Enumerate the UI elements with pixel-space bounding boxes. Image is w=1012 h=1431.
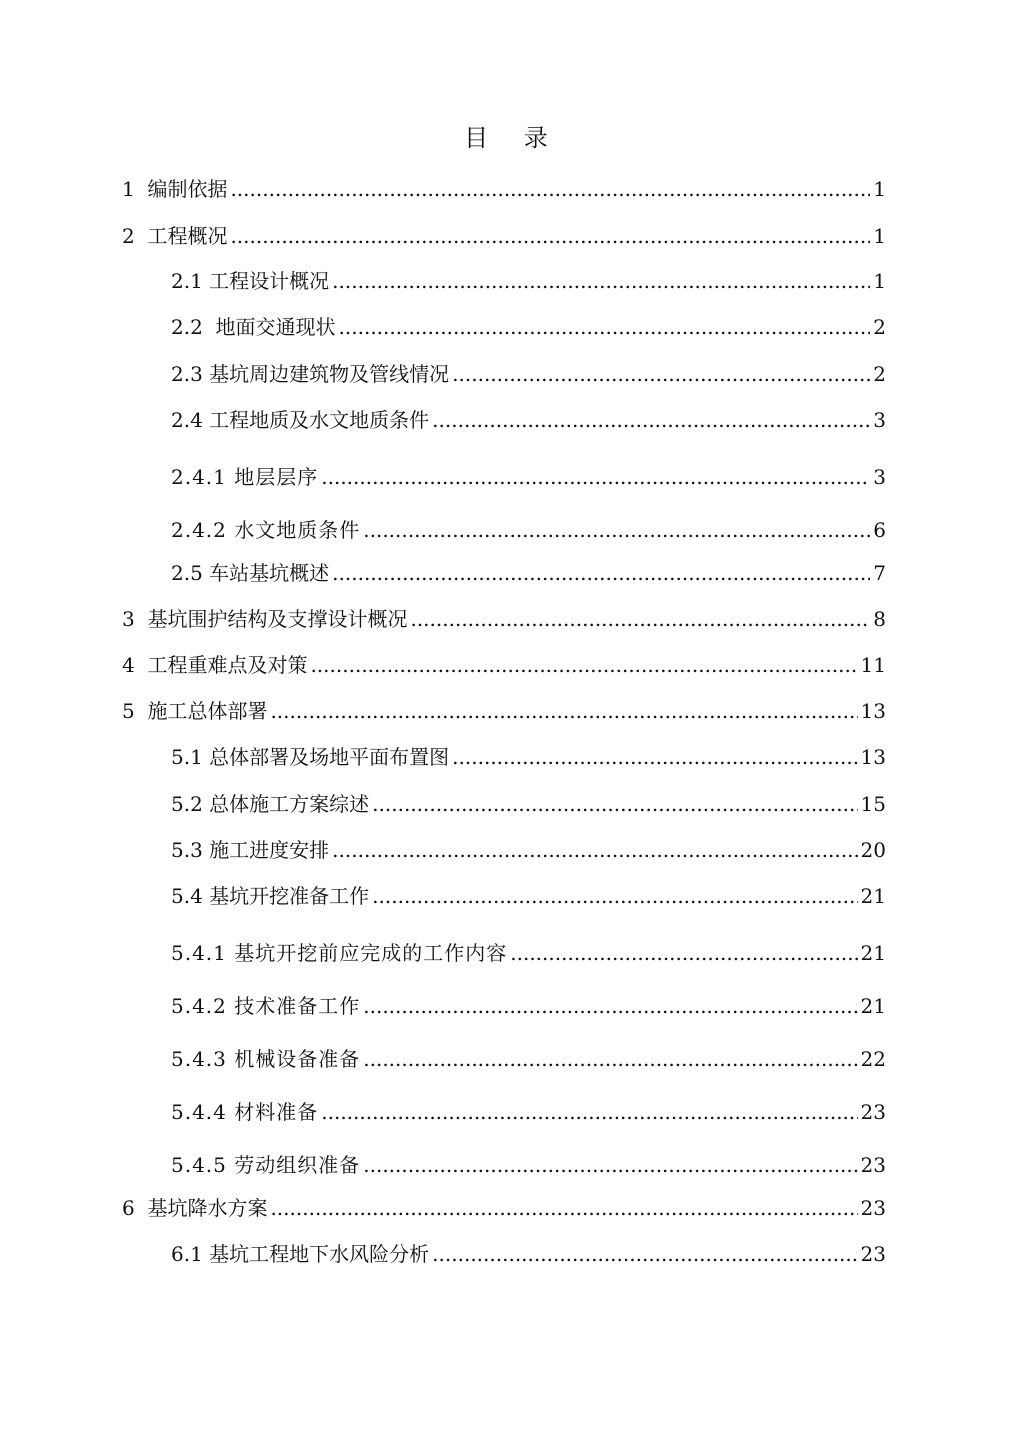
toc-entry-5-4-3[interactable] xyxy=(171,1045,886,1073)
toc-entry-title: 车站基坑概述 xyxy=(209,561,330,585)
toc-entry-title: 劳动组织准备 xyxy=(234,1153,361,1177)
toc-entry-title: 总体部署及场地平面布置图 xyxy=(209,745,450,769)
toc-entry-2-1[interactable] xyxy=(171,267,886,295)
toc-entry-page: 22 xyxy=(860,1047,886,1071)
toc-entry-number: 2.1 xyxy=(171,269,210,293)
toc-entry-number: 6.1 xyxy=(171,1242,210,1266)
toc-entry-page: 15 xyxy=(860,792,886,816)
toc-entry-number: 2.4.1 xyxy=(171,465,235,489)
dot-leader xyxy=(452,743,857,771)
dot-leader xyxy=(432,1240,857,1268)
toc-entry-5[interactable] xyxy=(122,697,886,725)
toc-entry-6-1[interactable] xyxy=(171,1240,886,1268)
toc-entry-page: 3 xyxy=(873,465,886,489)
toc-entry-5-1[interactable] xyxy=(171,743,886,771)
toc-entry-5-4[interactable] xyxy=(171,882,886,910)
dot-leader xyxy=(363,516,870,544)
toc-entry-page: 23 xyxy=(860,1153,886,1177)
toc-entry-page: 1 xyxy=(873,269,886,293)
toc-entry-page: 23 xyxy=(860,1196,886,1220)
toc-entry-number: 2.4 xyxy=(171,408,210,432)
toc-entry-number: 5.4.4 xyxy=(171,1100,235,1124)
dot-leader xyxy=(230,222,870,250)
toc-entry-title: 基坑围护结构及支撑设计概况 xyxy=(147,607,408,631)
toc-entry-2-4-1[interactable] xyxy=(171,463,886,491)
dot-leader xyxy=(310,651,857,679)
toc-entry-5-4-4[interactable] xyxy=(171,1098,886,1126)
dot-leader xyxy=(332,559,870,587)
page-title: 目 录 xyxy=(464,124,562,152)
toc-entry-page: 1 xyxy=(873,177,886,201)
toc-entry-title: 总体施工方案综述 xyxy=(209,792,370,816)
toc-entry-2-3[interactable] xyxy=(171,360,886,388)
toc-entry-title: 施工进度安排 xyxy=(209,838,330,862)
toc-entry-number: 2.3 xyxy=(171,362,210,386)
dot-leader xyxy=(452,360,870,388)
toc-entry-5-2[interactable] xyxy=(171,790,886,818)
toc-entry-number: 2.2 xyxy=(171,315,216,339)
toc-entry-number: 5.4.3 xyxy=(171,1047,235,1071)
toc-entry-2-5[interactable] xyxy=(171,559,886,587)
toc-entry-title: 工程地质及水文地质条件 xyxy=(209,408,430,432)
toc-entry-5-3[interactable] xyxy=(171,836,886,864)
toc-entry-page: 7 xyxy=(873,561,886,585)
toc-entry-title: 材料准备 xyxy=(234,1100,319,1124)
toc-entry-number: 3 xyxy=(122,607,148,631)
toc-entry-number: 5.4.2 xyxy=(171,994,235,1018)
dot-leader xyxy=(372,790,857,818)
toc-entry-page: 3 xyxy=(873,408,886,432)
toc-entry-title: 工程概况 xyxy=(147,224,228,248)
toc-entry-title: 基坑工程地下水风险分析 xyxy=(209,1242,430,1266)
toc-entry-title: 机械设备准备 xyxy=(234,1047,361,1071)
toc-entry-page: 8 xyxy=(873,607,886,631)
toc-entry-title: 水文地质条件 xyxy=(234,518,361,542)
toc-entry-title: 基坑降水方案 xyxy=(147,1196,268,1220)
toc-entry-number: 6 xyxy=(122,1196,148,1220)
toc-entry-number: 1 xyxy=(122,177,148,201)
dot-leader xyxy=(321,463,870,491)
toc-entry-page: 21 xyxy=(860,884,886,908)
toc-entry-page: 23 xyxy=(860,1242,886,1266)
toc-entry-page: 11 xyxy=(860,653,886,677)
toc-entry-5-4-5[interactable] xyxy=(171,1151,886,1179)
toc-entry-number: 5.2 xyxy=(171,792,210,816)
toc-entry-number: 2.5 xyxy=(171,561,210,585)
toc-entry-page: 21 xyxy=(860,994,886,1018)
dot-leader xyxy=(230,175,870,203)
toc-entry-number: 2.4.2 xyxy=(171,518,235,542)
dot-leader xyxy=(321,1098,857,1126)
toc-entry-2[interactable] xyxy=(122,222,886,250)
toc-entry-title: 地面交通现状 xyxy=(215,315,336,339)
toc-entry-page: 21 xyxy=(860,941,886,965)
toc-entry-4[interactable] xyxy=(122,651,886,679)
toc-entry-3[interactable] xyxy=(122,605,886,633)
dot-leader xyxy=(332,267,870,295)
dot-leader xyxy=(339,313,871,341)
toc-entry-title: 编制依据 xyxy=(147,177,228,201)
toc-entry-number: 4 xyxy=(122,653,148,677)
toc-entry-number: 5 xyxy=(122,699,148,723)
toc-entry-2-4-2[interactable] xyxy=(171,516,886,544)
dot-leader xyxy=(432,406,870,434)
toc-entry-5-4-1[interactable] xyxy=(171,939,886,967)
toc-entry-number: 5.4.1 xyxy=(171,941,235,965)
toc-entry-title: 基坑开挖前应完成的工作内容 xyxy=(234,941,508,965)
toc-entry-page: 1 xyxy=(873,224,886,248)
toc-entry-2-2[interactable] xyxy=(171,313,886,341)
toc-entry-number: 5.4 xyxy=(171,884,210,908)
dot-leader xyxy=(372,882,857,910)
toc-entry-5-4-2[interactable] xyxy=(171,992,886,1020)
toc-entry-page: 13 xyxy=(860,699,886,723)
toc-entry-2-4[interactable] xyxy=(171,406,886,434)
toc-entry-title: 工程重难点及对策 xyxy=(147,653,308,677)
toc-entry-title: 基坑周边建筑物及管线情况 xyxy=(209,362,450,386)
toc-entry-number: 5.4.5 xyxy=(171,1153,235,1177)
dot-leader xyxy=(270,1194,857,1222)
toc-entry-1[interactable] xyxy=(122,175,886,203)
toc-entry-6[interactable] xyxy=(122,1194,886,1222)
toc-entry-number: 5.1 xyxy=(171,745,210,769)
dot-leader xyxy=(332,836,857,864)
toc-entry-page: 13 xyxy=(860,745,886,769)
toc-entry-page: 2 xyxy=(873,362,886,386)
dot-leader xyxy=(410,605,870,633)
toc-entry-title: 技术准备工作 xyxy=(234,994,361,1018)
toc-entry-page: 20 xyxy=(860,838,886,862)
toc-entry-title: 基坑开挖准备工作 xyxy=(209,884,370,908)
toc-entry-title: 地层层序 xyxy=(234,465,319,489)
toc-entry-title: 工程设计概况 xyxy=(209,269,330,293)
toc-entry-page: 2 xyxy=(873,315,886,339)
dot-leader xyxy=(363,1045,857,1073)
toc-entry-title: 施工总体部署 xyxy=(147,699,268,723)
dot-leader xyxy=(270,697,857,725)
toc-entry-number: 5.3 xyxy=(171,838,210,862)
dot-leader xyxy=(363,1151,857,1179)
toc-entry-page: 6 xyxy=(873,518,886,542)
toc-entry-page: 23 xyxy=(860,1100,886,1124)
dot-leader xyxy=(510,939,857,967)
dot-leader xyxy=(363,992,857,1020)
toc-entry-number: 2 xyxy=(122,224,148,248)
